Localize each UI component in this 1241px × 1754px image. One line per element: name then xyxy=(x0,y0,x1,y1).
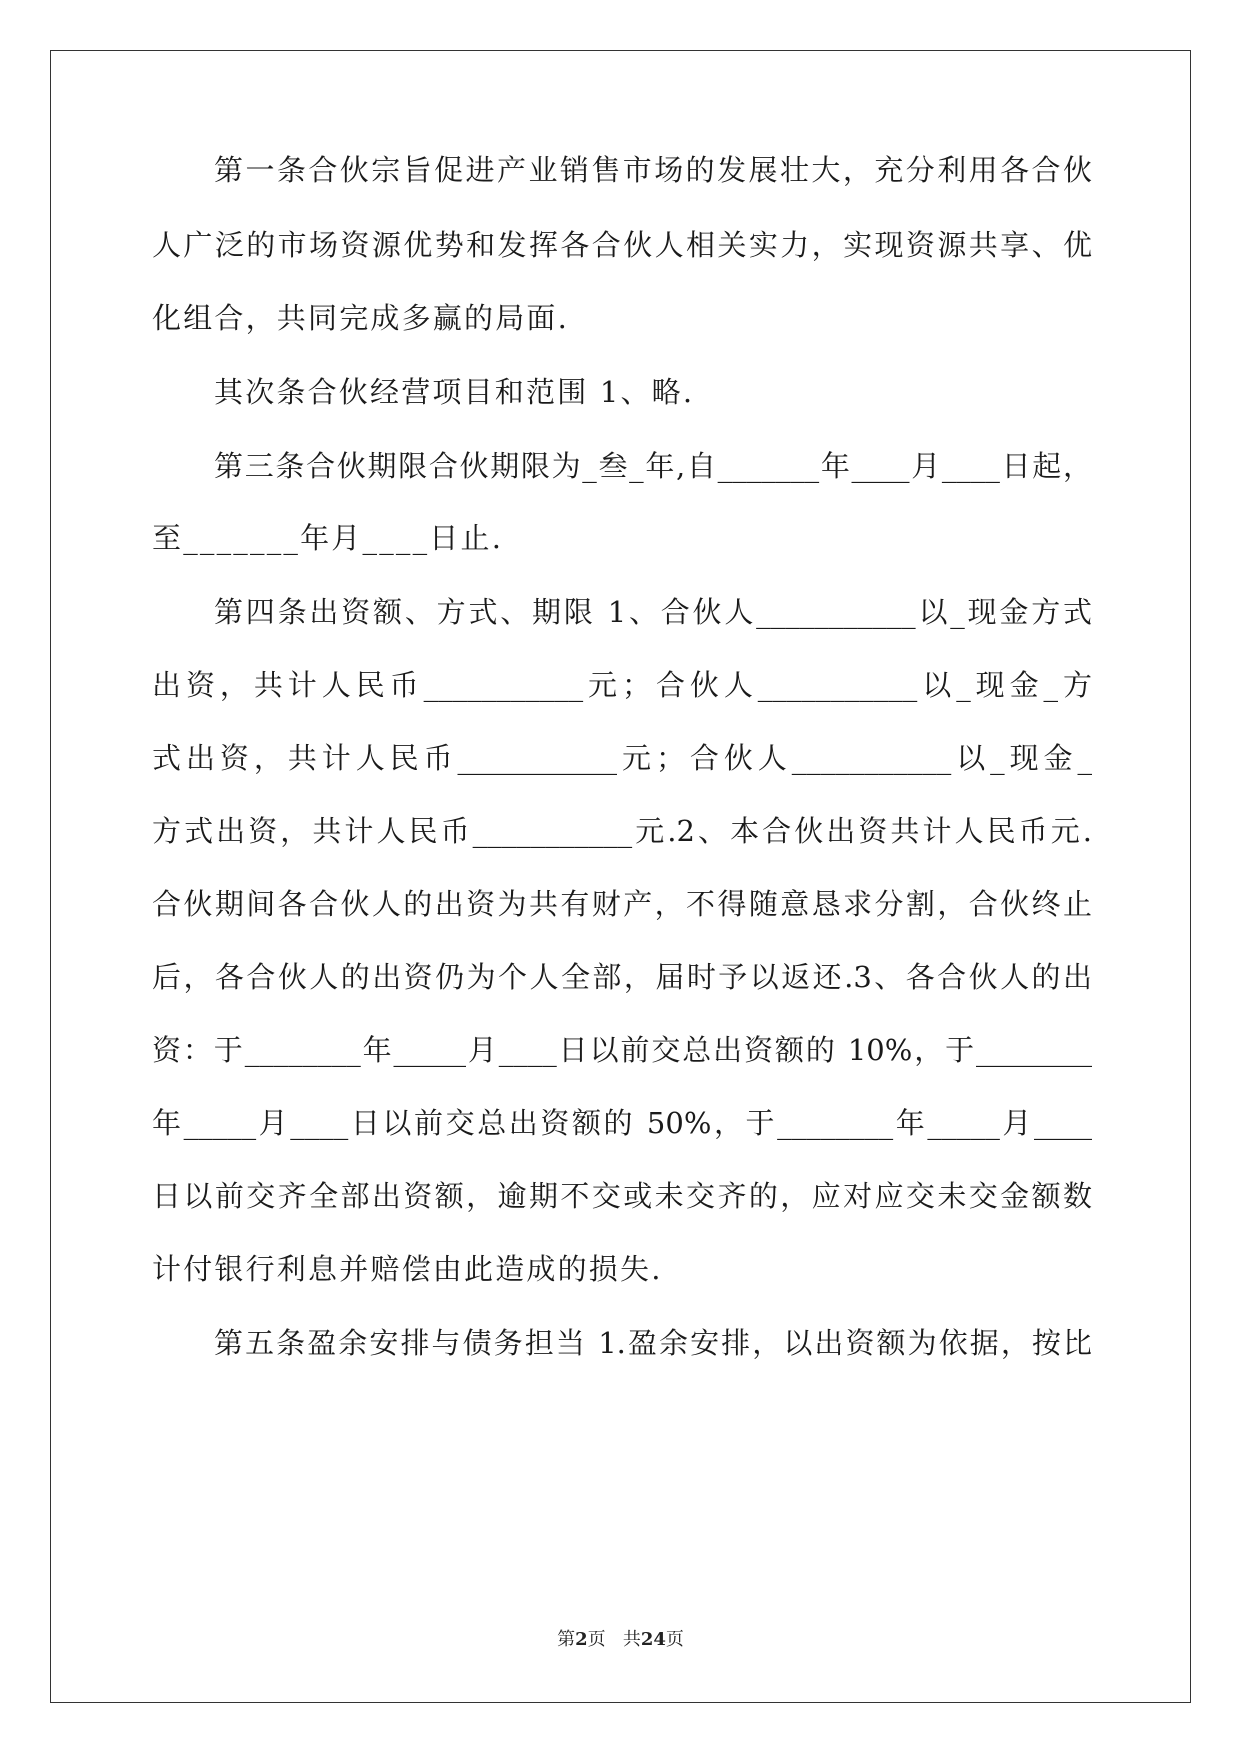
footer-total-suffix: 页 xyxy=(665,1629,684,1650)
text-line: 其次条合伙经营项目和范围 1、略. xyxy=(214,375,695,409)
text-line: 方式出资，共计人民币___________元.2、本合伙出资共计人民币元. xyxy=(152,814,1092,848)
footer-page-suffix: 页 xyxy=(587,1629,606,1650)
total-pages: 24 xyxy=(640,1629,666,1650)
text-line: 化组合，共同完成多赢的局面. xyxy=(152,301,570,335)
text-line: 年_____月____日以前交总出资额的 50%，于________年_____月____ xyxy=(152,1106,1092,1140)
text-line: 计付银行利息并赔偿由此造成的损失. xyxy=(152,1252,663,1286)
text-line: 资：于________年_____月____日以前交总出资额的 10%，于________ xyxy=(152,1033,1092,1067)
text-line: 至_______年月____日止. xyxy=(152,521,504,555)
text-line: 第四条出资额、方式、期限 1、合伙人___________以_现金方式 xyxy=(214,595,1092,629)
text-line: 日以前交齐全部出资额，逾期不交或未交齐的，应对应交未交金额数 xyxy=(152,1179,1092,1213)
text-line: 人广泛的市场资源优势和发挥各合伙人相关实力，实现资源共享、优 xyxy=(152,228,1092,262)
footer-total-prefix: 共 xyxy=(622,1629,641,1650)
page-number: 2 xyxy=(575,1629,588,1650)
text-line: 第三条合伙期限合伙期限为_叁_年,自_______年____月____日起， xyxy=(214,449,1092,483)
text-line: 合伙期间各合伙人的出资为共有财产，不得随意恳求分割，合伙终止 xyxy=(152,887,1092,921)
text-line: 第五条盈余安排与债务担当 1.盈余安排，以出资额为依据，按比 xyxy=(214,1326,1092,1360)
text-line: 式出资，共计人民币___________元；合伙人___________以_现金_ xyxy=(152,741,1092,775)
text-line: 出资，共计人民币___________元；合伙人___________以_现金_方 xyxy=(152,668,1092,702)
text-line: 后，各合伙人的出资仍为个人全部，届时予以返还.3、各合伙人的出 xyxy=(152,960,1092,994)
text-line: 第一条合伙宗旨促进产业销售市场的发展壮大，充分利用各合伙 xyxy=(214,153,1092,187)
page-footer xyxy=(0,1628,1241,1652)
footer-prefix: 第 xyxy=(557,1629,576,1650)
